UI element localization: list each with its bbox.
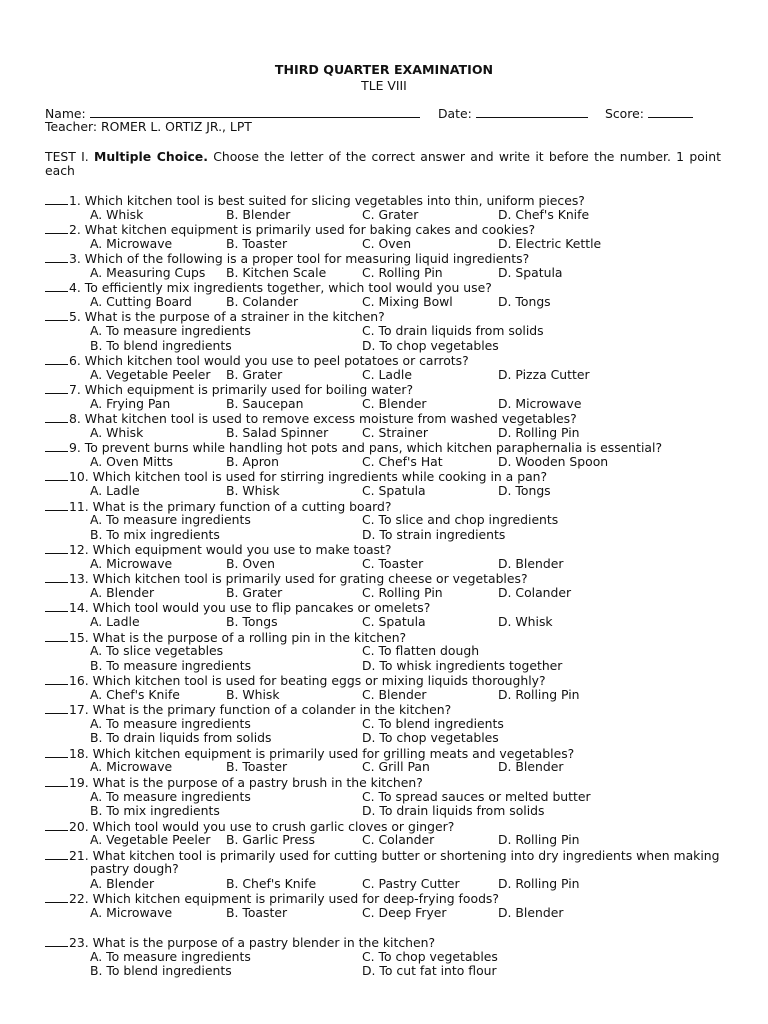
option-d: D. To chop vegetables [362,730,499,746]
option-c: C. To flatten dough [362,643,480,659]
answer-blank[interactable] [45,542,68,554]
option-b: B. Grater [226,584,283,600]
question-text: 16. Which kitchen tool is used for beating eggs or mixing liquids thoroughly? [69,673,546,689]
answer-blank[interactable] [45,630,68,642]
question-1 [45,193,585,208]
option-c: C. Mixing Bowl [362,293,453,309]
question-text: 20. Which tool would you use to crush garlic cloves or ginger? [69,818,455,834]
answer-blank[interactable] [45,673,68,685]
option-c: C. Blender [362,395,427,411]
option-b: B. To blend ingredients [90,963,232,979]
option-d: D. Chef's Knife [498,206,590,222]
option-a: A. Vegetable Peeler [90,366,211,382]
option-a: A. Whisk [90,206,144,222]
option-a: A. Cutting Board [90,293,192,309]
option-b: B. Whisk [226,483,280,498]
option-c: C. Oven [362,235,412,251]
question-text: 13. Which kitchen tool is primarily used for grating cheese or vegetables? [69,571,528,587]
option-c: C. Chef's Hat [362,453,443,469]
option-a: A. Ladle [90,613,140,629]
option-b: B. Toaster [226,759,288,775]
option-b: B. Kitchen Scale [226,264,327,280]
answer-blank[interactable] [45,702,68,714]
question-6 [45,353,469,368]
option-d: D. Rolling Pin [498,875,580,891]
question-text: 15. What is the purpose of a rolling pin in the kitchen? [69,629,407,645]
question-text-continued: pastry dough? [90,861,179,877]
question-text: 18. Which kitchen equipment is primarily used for grilling meats and vegetables? [69,745,575,761]
option-c: C. Grater [362,206,419,222]
option-b: B. To blend ingredients [90,337,232,353]
question-text: 23. What is the purpose of a pastry blender in the kitchen? [69,935,436,950]
answer-blank[interactable] [45,848,68,860]
option-d: D. Pizza Cutter [498,366,590,382]
question-text: 4. To efficiently mix ingredients together, which tool would you use? [69,280,492,296]
option-b: B. Blender [226,206,291,222]
question-7 [45,382,413,397]
question-text: 12. Which equipment would you use to make toast? [69,542,392,558]
question-text: 19. What is the purpose of a pastry brush in the kitchen? [69,775,423,790]
answer-blank[interactable] [45,571,68,583]
question-23 [45,935,435,950]
option-d: D. Wooden Spoon [498,453,609,469]
option-a: A. Vegetable Peeler [90,832,211,848]
option-d: D. Blender [498,759,564,775]
option-d: D. Rolling Pin [498,832,580,848]
option-a: A. Oven Mitts [90,453,173,469]
option-d: D. Colander [498,584,572,600]
option-b: B. Grater [226,366,283,382]
option-c: C. To blend ingredients [362,715,504,731]
option-a: A. Microwave [90,759,173,775]
question-text: 1. Which kitchen tool is best suited for slicing vegetables into thin, uniform pieces? [69,193,585,208]
option-b: B. Toaster [226,235,288,251]
option-a: A. To measure ingredients [90,512,251,528]
answer-blank[interactable] [45,309,68,321]
question-text: 3. Which of the following is a proper tool for measuring liquid ingredients? [69,251,530,267]
answer-blank[interactable] [45,469,68,481]
option-a: A. Ladle [90,483,140,498]
option-b: B. Tongs [226,613,278,629]
option-c: C. Grill Pan [362,759,430,775]
date-label: Date: [438,106,472,121]
option-c: C. To spread sauces or melted butter [362,788,591,804]
option-d: D. Blender [498,904,564,920]
option-d: D. To chop vegetables [362,337,499,353]
answer-blank[interactable] [45,600,68,612]
answer-blank[interactable] [45,746,68,758]
question-2 [45,222,535,237]
answer-blank[interactable] [45,193,68,205]
option-b: B. Garlic Press [226,832,315,848]
question-17 [45,702,451,717]
exam-title: THIRD QUARTER EXAMINATION [274,62,494,77]
option-a: A. To measure ingredients [90,322,251,338]
option-c: C. Blender [362,686,427,702]
option-c: C. Pastry Cutter [362,875,460,891]
option-c: C. Strainer [362,424,428,440]
option-b: B. To mix ingredients [90,803,220,819]
option-c: C. Spatula [362,483,426,498]
option-b: B. Saucepan [226,395,304,411]
exam-subtitle: TLE VIII [361,78,407,93]
answer-blank[interactable] [45,775,68,787]
option-b: B. Toaster [226,904,288,920]
answer-blank[interactable] [45,280,68,292]
question-text: 6. Which kitchen tool would you use to peel potatoes or carrots? [69,353,469,369]
option-b: B. Chef's Knife [226,875,317,891]
question-text: 7. Which equipment is primarily used for boiling water? [69,382,414,398]
answer-blank[interactable] [45,411,68,423]
option-c: C. Deep Fryer [362,904,447,920]
option-a: A. Blender [90,875,155,891]
option-a: A. To slice vegetables [90,643,224,659]
question-text: 8. What kitchen tool is used to remove excess moisture from washed vegetables? [69,411,577,427]
question-text: 14. Which tool would you use to flip pancakes or omelets? [69,600,431,616]
option-c: C. Spatula [362,613,426,629]
option-b: B. Oven [226,555,275,571]
option-d: D. To whisk ingredients together [362,657,563,673]
question-text: 2. What kitchen equipment is primarily used for baking cakes and cookies? [69,222,536,238]
question-12 [45,542,391,557]
option-d: D. Microwave [498,395,582,411]
answer-blank[interactable] [45,819,68,831]
option-a: A. Measuring Cups [90,264,206,280]
option-b: B. Salad Spinner [226,424,329,440]
option-d: D. Rolling Pin [498,424,580,440]
option-a: A. Chef's Knife [90,686,180,702]
answer-blank[interactable] [45,440,68,452]
test-label: TEST I. [45,149,89,164]
question-text: 9. To prevent burns while handling hot pots and pans, which kitchen paraphernalia is essential? [69,440,663,456]
option-b: B. Colander [226,293,299,309]
score-label: Score: [605,106,644,121]
option-a: A. To measure ingredients [90,948,251,964]
question-text: 21. What kitchen tool is primarily used for cutting butter or shortening into dry ingredients when making [69,847,720,863]
question-text: 10. Which kitchen tool is used for stirring ingredients while cooking in a pan? [69,469,548,485]
question-text: 17. What is the primary function of a colander in the kitchen? [69,702,452,718]
option-c: C. Colander [362,832,435,848]
option-d: D. To strain ingredients [362,526,506,542]
answer-blank[interactable] [45,891,68,903]
option-d: D. Blender [498,555,564,571]
option-d: D. Tongs [498,293,551,309]
answer-blank[interactable] [45,353,68,365]
answer-blank[interactable] [45,499,68,511]
option-a: A. Whisk [90,424,144,440]
option-c: C. To chop vegetables [362,948,498,964]
teacher-line: Teacher: ROMER L. ORTIZ JR., LPT [45,119,252,134]
question-19 [45,775,423,790]
option-c: C. To slice and chop ingredients [362,512,559,528]
option-b: B. To drain liquids from solids [90,730,272,746]
option-a: A. To measure ingredients [90,715,251,731]
option-a: A. Microwave [90,904,173,920]
option-d: D. Whisk [498,613,553,629]
option-d: D. To drain liquids from solids [362,803,545,819]
option-b: B. To mix ingredients [90,526,220,542]
option-a: A. Blender [90,584,155,600]
option-b: B. To measure ingredients [90,657,252,673]
option-c: C. Ladle [362,366,412,382]
answer-blank[interactable] [45,251,68,263]
option-b: B. Apron [226,453,279,469]
name-label: Name: [45,106,86,121]
question-text: 22. Which kitchen equipment is primarily used for deep-frying foods? [69,891,499,907]
answer-blank[interactable] [45,222,68,234]
question-16 [45,673,546,688]
question-3 [45,251,529,266]
option-d: D. Spatula [498,264,563,280]
option-b: B. Whisk [226,686,280,702]
test-type: Multiple Choice. [94,149,208,164]
instructions-text: Choose the letter of the correct answer and write it before the number. 1 point each [45,149,721,178]
option-c: C. To drain liquids from solids [362,322,544,338]
question-8 [45,411,577,426]
option-c: C. Rolling Pin [362,264,443,280]
question-text: 11. What is the primary function of a cutting board? [69,498,392,514]
question-text: 5. What is the purpose of a strainer in the kitchen? [69,309,385,325]
option-d: D. Rolling Pin [498,686,580,702]
option-d: D. To cut fat into flour [362,963,497,979]
answer-blank[interactable] [45,382,68,394]
option-a: A. Microwave [90,235,173,251]
option-a: A. To measure ingredients [90,788,251,804]
option-c: C. Toaster [362,555,424,571]
option-a: A. Frying Pan [90,395,171,411]
option-a: A. Microwave [90,555,173,571]
option-d: D. Tongs [498,483,551,498]
option-d: D. Electric Kettle [498,235,602,251]
option-c: C. Rolling Pin [362,584,443,600]
answer-blank[interactable] [45,935,68,947]
